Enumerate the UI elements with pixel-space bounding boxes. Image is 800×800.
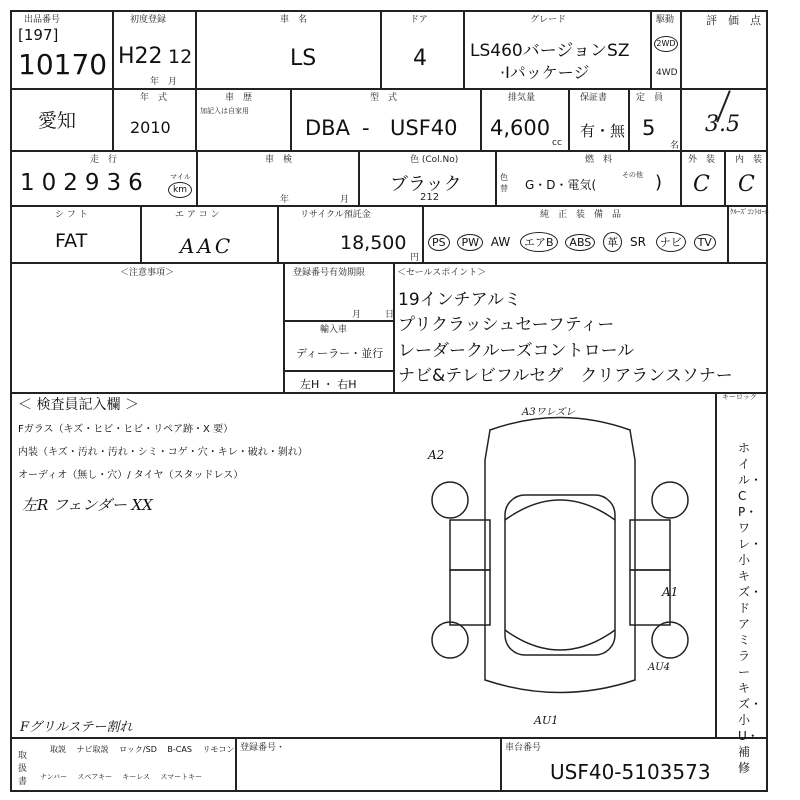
capacity-value: 5 xyxy=(642,116,656,140)
interior-header: 内 装 xyxy=(735,155,763,165)
diagram-mark-au4: AU4 xyxy=(648,662,671,673)
drive-header: 駆動 xyxy=(656,15,675,25)
color-change: 色替 xyxy=(500,173,508,193)
equip-leather: 革 xyxy=(603,232,622,252)
warranty-value: 有・無 xyxy=(580,122,626,140)
grade-line1: LS460バージョンSZ xyxy=(470,41,630,61)
color-code: 212 xyxy=(420,192,440,203)
equip-nav: ナビ xyxy=(656,232,686,252)
equip-aw: AW xyxy=(490,235,511,249)
car-wheel-rr xyxy=(652,622,688,658)
chassis-header: 車台番号 xyxy=(505,743,542,753)
equip-pw: PW xyxy=(457,234,483,251)
diagram-mark-a2: A2 xyxy=(428,448,445,462)
equipment-header: 純 正 装 備 品 xyxy=(540,210,622,220)
lot-code: [197] xyxy=(18,26,59,44)
doors-value: 4 xyxy=(413,46,427,71)
grade-line2: ·Iパッケージ xyxy=(500,63,590,82)
exterior-header: 外 装 xyxy=(688,155,716,165)
first-reg-era: H22 xyxy=(118,44,163,69)
sales-point-3: レーダークルーズコントロール xyxy=(398,341,635,361)
shift-header: シ フ ト xyxy=(55,210,88,220)
recycle-unit: 円 xyxy=(410,253,420,263)
fuel-other: その他 xyxy=(622,171,643,179)
import-type: ディーラー・並行 xyxy=(296,347,384,360)
grade-header: グレード xyxy=(530,15,567,25)
equipment-list xyxy=(428,232,720,252)
fuel-options: G・D・電気( xyxy=(525,178,597,192)
reg-no-header: 登録番号・ xyxy=(240,743,286,753)
notes-header: ＜注意事項＞ xyxy=(120,268,175,278)
make-header: 車 名 xyxy=(280,15,308,25)
history-note: 加記入は自家用 xyxy=(200,107,249,115)
fuel-header: 燃 料 xyxy=(585,155,613,165)
make-value: LS xyxy=(290,46,317,71)
cruise-header: ｸﾙｰｽﾞｺﾝﾄﾛｰﾙ xyxy=(730,208,769,216)
inspector-line-1: Fガラス（キズ・ヒビ・ヒビ・リペア跡・X 要） xyxy=(18,424,234,435)
capacity-unit: 名 xyxy=(670,141,680,151)
drive-2wd: 2WD xyxy=(654,36,678,52)
inspection-year: 年 xyxy=(280,195,290,205)
displacement-unit: cc xyxy=(552,138,562,148)
car-door-left-front xyxy=(450,520,490,570)
inspection-month: 月 xyxy=(340,195,350,205)
car-diagram xyxy=(420,400,710,730)
right-legend: ホイル・CP・ワレ・小キズ・ドアミラーキズ・小U・補修 xyxy=(738,441,763,775)
bottom-left-label: 取扱書 xyxy=(18,751,28,787)
model-code: USF40 xyxy=(390,116,458,140)
mileage-value: 102936 xyxy=(20,170,150,196)
car-cabin xyxy=(505,495,615,655)
history-header: 車 歴 xyxy=(225,93,253,103)
first-reg-month: 12 xyxy=(168,46,193,68)
diagram-mark-a3: A3ワレズレ xyxy=(522,407,576,418)
key-header: キーロック xyxy=(722,393,757,401)
lot-number: 10170 xyxy=(18,48,108,81)
equip-airbag: エアB xyxy=(520,232,558,252)
car-wheel-fr xyxy=(652,482,688,518)
hand-note-2: Fグリルステー割れ xyxy=(20,720,133,735)
region-value: 愛知 xyxy=(38,110,77,132)
displacement-header: 排気量 xyxy=(508,93,536,103)
sales-points-header: ＜セールスポイント＞ xyxy=(397,268,487,278)
car-door-right-front xyxy=(630,520,670,570)
exterior-value: C xyxy=(693,172,710,197)
lot-header: 出品番号 xyxy=(24,15,61,25)
car-door-left-rear xyxy=(450,570,490,625)
inspector-header: ＜ 検査員記入欄 ＞ xyxy=(18,397,139,413)
model-header: 型 式 xyxy=(370,93,398,103)
year-header: 年 式 xyxy=(140,93,168,103)
capacity-header: 定 員 xyxy=(636,93,664,103)
mileage-unit-top: マイル xyxy=(170,173,191,181)
color-header: 色 (Col.No) xyxy=(410,155,459,165)
color-name: ブラック xyxy=(390,174,462,195)
score-value: 3.5 xyxy=(705,112,740,137)
reg-expiry-header: 登録番号有効期限 xyxy=(293,268,366,278)
equip-ps: PS xyxy=(428,234,450,251)
equip-tv: TV xyxy=(694,234,716,251)
displacement-value: 4,600 xyxy=(490,116,551,140)
sales-point-2: プリクラッシュセーフティー xyxy=(398,315,615,335)
car-wheel-fl xyxy=(432,482,468,518)
score-header: 評 価 点 xyxy=(706,14,761,27)
hand-note-1: 左R フェンダー XX xyxy=(22,496,153,514)
model-dash: - xyxy=(362,116,370,140)
car-windshield xyxy=(505,500,615,520)
reg-day: 日 xyxy=(385,310,395,320)
doors-header: ドア xyxy=(410,15,428,25)
drive-4wd: 4WD xyxy=(656,68,678,78)
mileage-unit: km xyxy=(168,182,192,198)
warranty-header: 保証書 xyxy=(580,93,608,103)
import-header: 輸入車 xyxy=(320,325,348,335)
fuel-close: ) xyxy=(655,172,663,193)
equip-sr: SR xyxy=(629,235,646,249)
model-prefix: DBA xyxy=(305,116,350,140)
diagram-mark-a1: A1 xyxy=(662,585,679,599)
first-reg-suffix: 年 月 xyxy=(150,77,178,87)
ac-header: エ ア コ ン xyxy=(175,210,220,220)
car-wheel-rl xyxy=(432,622,468,658)
interior-value: C xyxy=(738,172,755,197)
diagram-mark-au1: AU1 xyxy=(534,714,559,727)
shift-value: FAT xyxy=(55,230,88,252)
ac-value: AAC xyxy=(180,234,234,258)
car-body-outline xyxy=(485,418,635,693)
mileage-header: 走 行 xyxy=(90,155,118,165)
handle-side: 左H ・ 右H xyxy=(300,378,357,391)
first-reg-header: 初度登録 xyxy=(130,15,167,25)
car-rear-window xyxy=(505,630,615,650)
inspector-line-3: オーディオ（無し・穴）/ タイヤ（スタッドレス） xyxy=(18,470,244,481)
bottom-cols-1: 取説 ナビ取説 ロック/SD B-CAS リモコン xyxy=(50,745,235,754)
sales-point-1: 19インチアルミ xyxy=(398,290,521,310)
chassis-number: USF40-5103573 xyxy=(550,760,711,784)
bottom-cols-2: ナンバー スペアキー キーレス スマートキー xyxy=(40,773,203,781)
inspection-header: 車 検 xyxy=(265,155,293,165)
recycle-header: リサイクル預託金 xyxy=(300,210,371,220)
year-value: 2010 xyxy=(130,118,171,137)
equip-abs: ABS xyxy=(565,234,595,251)
reg-month: 月 xyxy=(352,310,362,320)
inspector-line-2: 内装（キズ・汚れ・汚れ・シミ・コゲ・穴・キレ・破れ・剝れ） xyxy=(18,447,308,458)
recycle-value: 18,500 xyxy=(340,232,407,254)
sales-point-4: ナビ&テレビフルセグ クリアランスソナー xyxy=(398,366,733,386)
